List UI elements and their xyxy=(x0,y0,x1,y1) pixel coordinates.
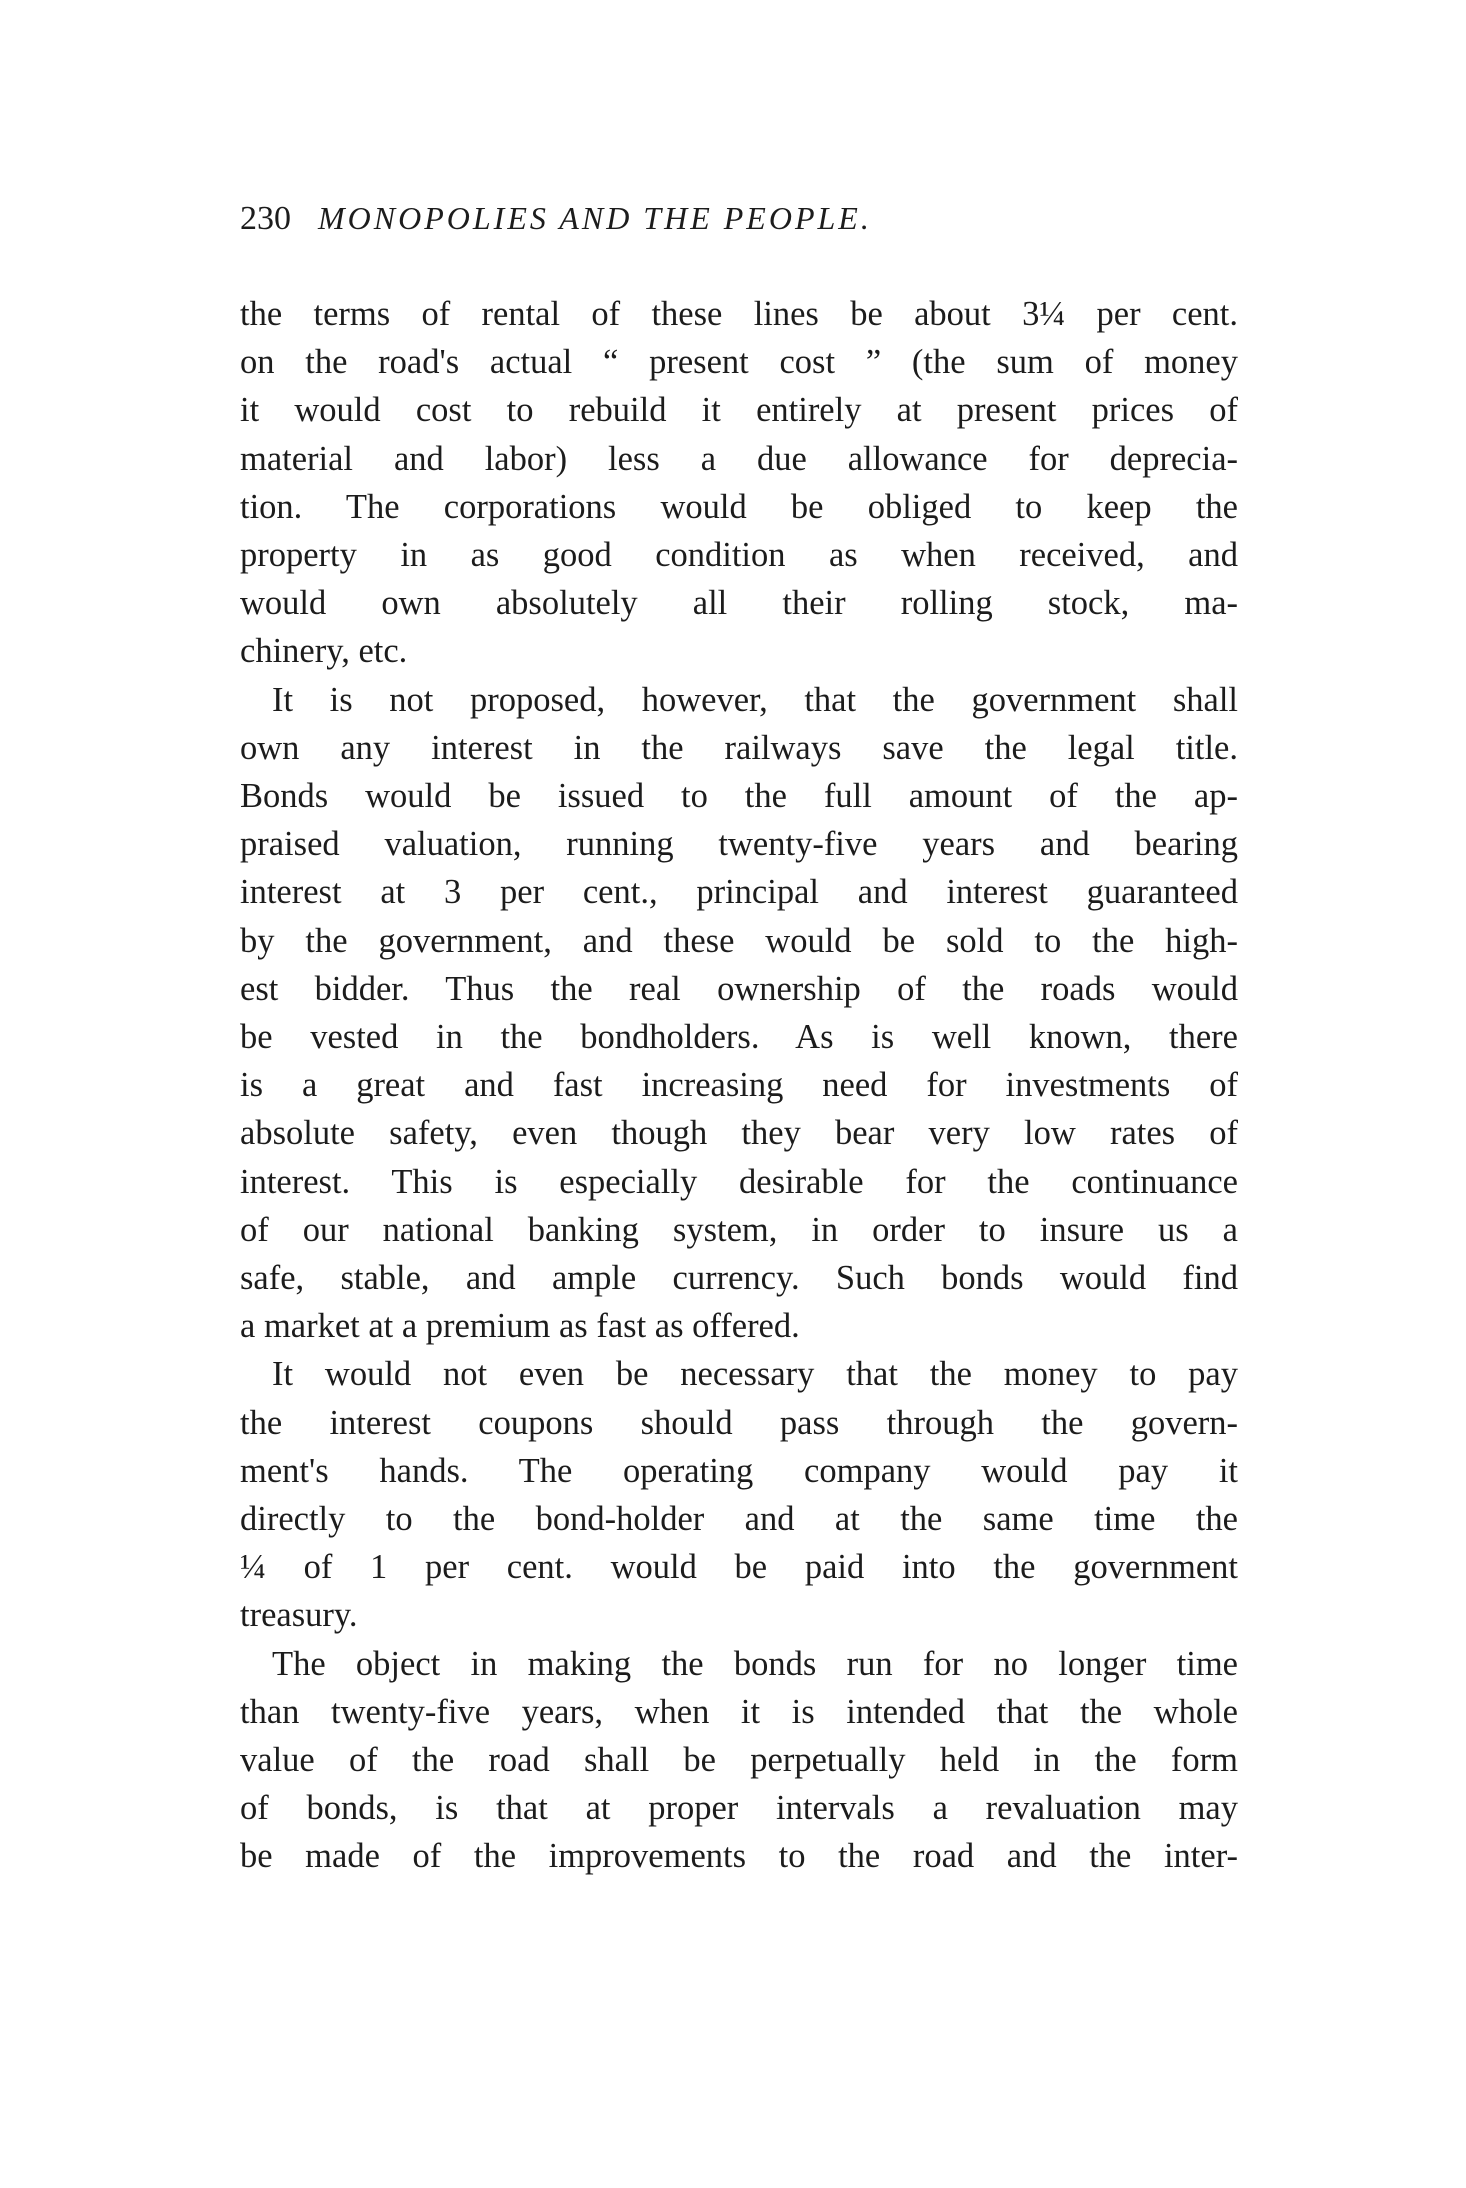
text-line: is a great and fast increasing need for investments of xyxy=(240,1066,1238,1105)
text-line: It is not proposed, however, that the government shall xyxy=(272,680,1238,719)
text-line: the interest coupons should pass through the govern- xyxy=(240,1403,1238,1442)
text-line: The object in making the bonds run for no longer time xyxy=(272,1644,1238,1683)
text-line: material and labor) less a due allowance for deprecia- xyxy=(240,439,1238,478)
text-line: a market at a premium as fast as offered. xyxy=(240,1307,800,1346)
text-line: it would cost to rebuild it entirely at present prices of xyxy=(240,391,1238,430)
text-line: chinery, etc. xyxy=(240,632,408,671)
text-line: tion. The corporations would be obliged to keep the xyxy=(240,487,1238,526)
text-line: of our national banking system, in order to insure us a xyxy=(240,1210,1238,1249)
text-line: Bonds would be issued to the full amount of the ap- xyxy=(240,777,1238,815)
text-line: interest at 3 per cent., principal and interest guaranteed xyxy=(240,873,1238,912)
text-line: It would not even be necessary that the money to pay xyxy=(272,1355,1238,1394)
text-line: ¼ of 1 per cent. would be paid into the government xyxy=(240,1548,1238,1587)
text-line: est bidder. Thus the real ownership of the roads would xyxy=(240,969,1238,1008)
text-line: be made of the improvements to the road and the inter- xyxy=(240,1837,1238,1876)
text-line: absolute safety, even though they bear very low rates of xyxy=(240,1114,1238,1153)
text-line: interest. This is especially desirable for the continuance xyxy=(240,1162,1238,1201)
text-line: be vested in the bondholders. As is well known, there xyxy=(240,1018,1238,1056)
text-line: on the road's actual “ present cost ” (the sum of money xyxy=(240,343,1238,382)
text-line: value of the road shall be perpetually held in the form xyxy=(240,1741,1238,1779)
page-number: 230 xyxy=(240,200,291,237)
text-line: praised valuation, running twenty-five years and bearing xyxy=(240,825,1238,864)
text-line: ment's hands. The operating company would pay it xyxy=(240,1451,1238,1490)
text-line: of bonds, is that at proper intervals a revaluation may xyxy=(240,1789,1238,1828)
text-line: property in as good condition as when received, and xyxy=(240,536,1238,574)
text-line: by the government, and these would be sold to the high- xyxy=(240,921,1238,960)
text-line: the terms of rental of these lines be about 3¼ per cent. xyxy=(240,295,1238,333)
text-line: own any interest in the railways save the legal title. xyxy=(240,728,1238,767)
text-line: directly to the bond-holder and at the same time the xyxy=(240,1500,1238,1538)
text-line: than twenty-five years, when it is intended that the whole xyxy=(240,1692,1238,1731)
text-line: safe, stable, and ample currency. Such bonds would find xyxy=(240,1259,1238,1297)
text-line: would own absolutely all their rolling stock, ma- xyxy=(240,584,1238,623)
running-title: MONOPOLIES AND THE PEOPLE. xyxy=(318,200,872,236)
text-line: treasury. xyxy=(240,1596,358,1635)
